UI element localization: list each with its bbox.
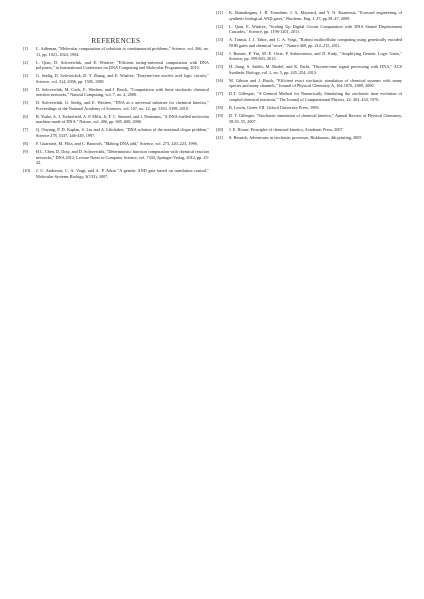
- reference-item: [23, 114, 209, 125]
- reference-item: [216, 113, 402, 124]
- reference-text: D.T. Gillespie, "A General Method for Numerically Simulating the stochastic time evolution of coupled chemical reactions," The Journal of Computational Physics, 22: 403–434, 1976.: [229, 91, 402, 103]
- reference-number: [9]: [23, 149, 28, 155]
- reference-number: [1]: [23, 46, 28, 51]
- reference-text: J. Bonnet, P. Yin, M. E. Ortiz, P. Subsoontorn, and D. Endy, "Amplifying Genetic Logic Gates," Science, pp. 599-603, 2013.: [229, 50, 402, 62]
- reference-text: H. Jiang, S. Salehi, M. Riedel, and K. Parhi, "Discrete-time signal processing with DNA," ACS Synthetic Biology, vol. 2, no. 5, pp. 245–254, 2013.: [229, 64, 402, 75]
- reference-text: K. Ramalingam, J. R. Tomshine, J. A. Maynard, and Y. N. Kaznessis, "Forward engineering of synthetic biological AND gates," Biochem. Eng. J. 47, pp.38–47, 2009.: [229, 10, 402, 21]
- reference-number: [12]: [216, 23, 224, 29]
- reference-item: [23, 46, 209, 57]
- reference-number: [21]: [216, 134, 224, 140]
- reference-text: L. Qian, E. Winfree, "Scaling Up Digital Circuit Computation with DNA Strand Displacement Cascades," Science, pp. 1196-1201, 2011.: [229, 23, 402, 35]
- reference-item: [216, 127, 402, 133]
- reference-number: [20]: [216, 126, 224, 132]
- reference-text: F. Guarnieri, M. Fliss, and C. Bancroft, "Making DNA add," Science, vol. 273, 220–223, 1996.: [36, 141, 198, 147]
- reference-number: [14]: [216, 50, 224, 56]
- reference-item: [23, 73, 209, 84]
- reference-number: [19]: [216, 113, 224, 119]
- reference-text: D. T. Gillespie, "Stochastic simulation of chemical kinetics," Annual Review of Physical Chemistry, 58:35–55, 2007.: [229, 113, 402, 124]
- reference-number: [15]: [216, 64, 224, 70]
- reference-item: [216, 24, 402, 35]
- reference-number: [17]: [216, 91, 224, 97]
- reference-number: [5]: [23, 100, 28, 106]
- reference-item: [23, 100, 209, 111]
- references-left-column: [23, 46, 209, 182]
- reference-text: H.L. Chen, D. Doty, and D. Soloveichik, "Deterministic function computation with chemical reaction networks," DNA 2012, Lecture Notes in Computer Science, vol. 7433, Springer-Verlag, 2012, pp. 25-42.: [36, 149, 209, 166]
- reference-item: [216, 10, 402, 21]
- reference-item: [23, 60, 209, 71]
- references-right-column: [216, 10, 402, 143]
- reference-item: [216, 37, 402, 48]
- reference-number: [2]: [23, 59, 28, 65]
- reference-text: L. Adleman, "Molecular computation of solutions to combinatorial problems," Science, vol. 266, no. 11, pp. 1021–1024, 1994.: [36, 46, 209, 57]
- references-heading: REFERENCES: [91, 37, 141, 45]
- reference-number: [11]: [216, 10, 223, 15]
- reference-item: [216, 91, 402, 102]
- reference-text: Q. Ouyang, P. D. Kaplan, S. Liu and A. Libchaber, "DNA solution of the maximal clique problem," Science 278, 5337, 446-449, 1997.: [36, 127, 209, 139]
- reference-text: S. Resnick, Adventures in stochastic processes, Birkhauser, 4th printing, 2005: [229, 134, 362, 140]
- reference-number: [7]: [23, 127, 28, 133]
- reference-number: [16]: [216, 77, 224, 83]
- reference-text: J. C. Anderson, C. A. Voigt, and A. P. Arkin "A genetic AND gate based on translation control," Molecular Systems Biology, 3(133), 2007.: [36, 168, 209, 179]
- reference-text: M. Gibson and J. Bruck, "Efficient exact stochastic simulation of chemical systems with many species and many channels," Journal of Physical Chemistry A, 104:1876–1889, 2000.: [229, 77, 402, 89]
- reference-text: D. Soloveichik, G. Seelig, and E. Winfree, "DNA as a universal substrate for chemical kinetics," Proceedings of the National Academy of Sciences, vol. 107, no. 12, pp. 5393–5398, 2010.: [36, 100, 209, 111]
- reference-text: B. Yurke, A. J. Turberfield, A. P. Mills, Jr, F. C. Simmel, and J. Neumann, "A DNA-fuelled molecular machine made of DNA," Nature, vol. 406, pp. 605–608, 2000.: [36, 113, 209, 125]
- reference-item: [23, 168, 209, 179]
- reference-text: L. Qian, D. Soloveichik, and E. Winfree, "Efficient turing-universal computation with DNA polymers," in International Conference on DNA Computing and Molecular Programming, 2010.: [36, 59, 209, 71]
- reference-number: [10]: [23, 168, 31, 174]
- reference-number: [8]: [23, 141, 28, 147]
- reference-number: [6]: [23, 113, 28, 119]
- reference-number: [18]: [216, 105, 224, 111]
- reference-item: [23, 141, 209, 147]
- reference-number: [13]: [216, 37, 224, 43]
- reference-item: [23, 149, 209, 166]
- reference-item: [23, 127, 209, 138]
- reference-text: G. Seelig, D. Soloveichik, D. Y. Zhang, and E. Winfree, "Enzyme-free nucleic acid logic circuits," Science, vol. 314, 2006, pp. 1585–1588.: [36, 73, 209, 84]
- reference-item: [216, 51, 402, 62]
- reference-text: D. Soloveichik, M. Cook, E. Winfree, and J. Bruck, "Computation with finite stochastic chemical reaction networks," Natural Computing, vol. 7, no. 4, 2008.: [36, 86, 209, 98]
- reference-item: [216, 105, 402, 111]
- reference-number: [3]: [23, 73, 28, 79]
- reference-text: B. Lewin, Genes VII. Oxford University Press, 1999.: [229, 105, 320, 111]
- reference-item: [216, 135, 402, 141]
- reference-item: [216, 78, 402, 89]
- reference-number: [4]: [23, 86, 28, 92]
- reference-item: [23, 87, 209, 98]
- reference-item: [216, 64, 402, 75]
- reference-text: A. Tamsir, J. J. Tabor, and C. A. Voigt, "Robust multicellular computing using genetically encoded NOR gates and chemical 'wires'," Nature 469, pp. 212–215, 2011.: [229, 37, 402, 48]
- reference-text: J. E. House: Principles of chemical kinetics, Academic Press, 2007: [229, 126, 343, 132]
